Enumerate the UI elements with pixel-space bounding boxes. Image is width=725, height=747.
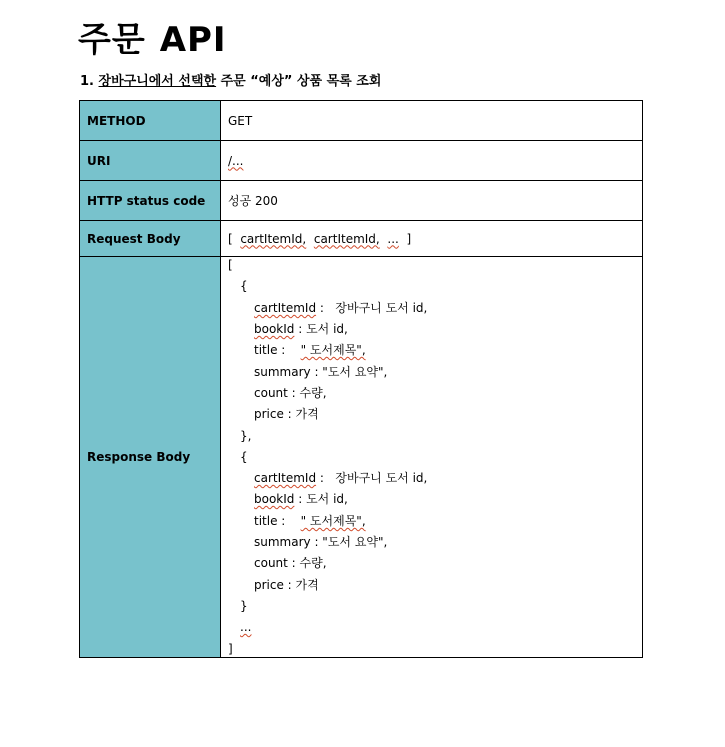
status-label: HTTP status code — [80, 181, 221, 221]
request-ellipsis: ... — [387, 231, 399, 246]
object2-field-count: count : 수량, — [254, 556, 327, 570]
cartitemid-sep: : — [319, 471, 324, 485]
object2-field-summary: summary : "도서 요약", — [254, 535, 388, 549]
api-spec-table — [79, 100, 643, 658]
object1-field-count: count : 수량, — [254, 386, 327, 400]
cartitemid-sep: : — [319, 301, 324, 315]
method-value: GET — [221, 101, 643, 141]
object2-close: } — [240, 599, 248, 613]
page-title — [78, 14, 227, 66]
response-open-bracket: [ — [228, 258, 233, 272]
object1-field-price: price : 가격 — [254, 407, 319, 421]
title-key: title : — [254, 343, 286, 357]
response-body-value — [221, 257, 643, 658]
bookid-value: : 도서 id, — [298, 492, 348, 506]
response-body-label: Response Body — [80, 257, 221, 658]
uri-label: URI — [80, 141, 221, 181]
response-close-bracket: ] — [228, 642, 233, 656]
page-title-word1: 주문 — [78, 20, 146, 60]
object2-open: { — [240, 450, 248, 464]
row-response-body — [80, 257, 643, 658]
object2-field-title — [254, 513, 366, 529]
request-close-bracket: ] — [406, 231, 412, 246]
row-uri — [80, 141, 643, 181]
bookid-key: bookId — [254, 322, 295, 336]
cartitemid-value: 장바구니 도서 id, — [335, 301, 428, 315]
cartitemid-value: 장바구니 도서 id, — [335, 471, 428, 485]
object1-open: { — [240, 279, 248, 293]
object2-field-price: price : 가격 — [254, 578, 319, 592]
request-item-1: cartItemId, — [240, 231, 307, 246]
request-item-2: cartItemId, — [313, 231, 380, 246]
section-number: 1. — [80, 74, 94, 89]
status-value: 성공 200 — [221, 181, 643, 221]
cartitemid-key: cartItemId — [254, 301, 317, 315]
object2-field-bookid — [254, 491, 348, 507]
method-label: METHOD — [80, 101, 221, 141]
row-status — [80, 181, 643, 221]
row-request-body — [80, 221, 643, 257]
row-method — [80, 101, 643, 141]
page-title-word2: API — [159, 20, 227, 60]
request-body-label: Request Body — [80, 221, 221, 257]
cartitemid-key: cartItemId — [254, 471, 317, 485]
title-key: title : — [254, 514, 286, 528]
bookid-key: bookId — [254, 492, 295, 506]
title-value: " 도서제목", — [300, 343, 366, 357]
object1-field-bookid — [254, 321, 348, 337]
title-value: " 도서제목", — [300, 514, 366, 528]
section-heading — [80, 72, 381, 92]
uri-cell — [221, 141, 643, 181]
bookid-value: : 도서 id, — [298, 322, 348, 336]
request-open-bracket: [ — [228, 231, 233, 246]
section-heading-rest: 주문 “예상” 상품 목록 조회 — [220, 74, 382, 89]
response-ellipsis: ... — [240, 620, 252, 634]
section-heading-underlined: 장바구니에서 선택한 — [98, 74, 217, 89]
object1-field-summary: summary : "도서 요약", — [254, 365, 388, 379]
object1-field-cartitemid — [254, 300, 427, 316]
uri-value: /... — [228, 153, 244, 168]
response-json — [228, 257, 642, 657]
request-body-value — [221, 221, 643, 257]
object2-field-cartitemid — [254, 470, 427, 486]
object1-field-title — [254, 342, 366, 358]
object1-close: }, — [240, 429, 252, 443]
